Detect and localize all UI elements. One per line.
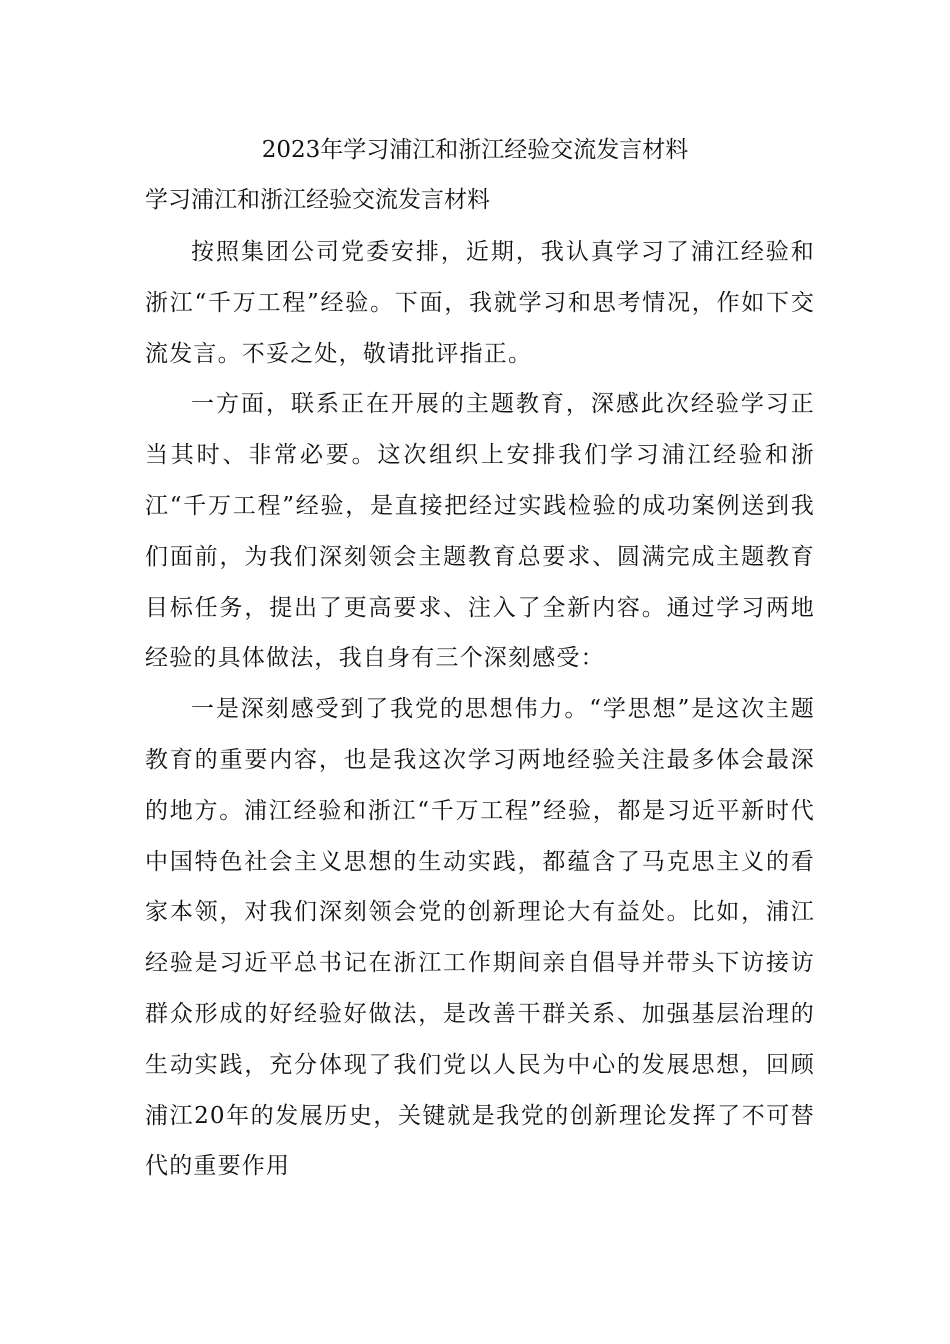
document-title: 2023年学习浦江和浙江经验交流发言材料 <box>261 137 689 163</box>
body-paragraph: 按照集团公司党委安排，近期，我认真学习了浦江经验和浙江“千万工程”经验。下面，我就学习和思考情况，作如下交流发言。不妥之处，敬请批评指正。 <box>145 239 815 367</box>
body-paragraph: 一方面，联系正在开展的主题教育，深感此次经验学习正当其时、非常必要。这次组织上安排我们学习浦江经验和浙江“千万工程”经验，是直接把经过实践检验的成功案例送到我们面前，为我们深刻领会主题教育总要求、圆满完成主题教育目标任务，提出了更高要求、注入了全新内容。通过学习两地经验的具体做法，我自身有三个深刻感受： <box>145 391 815 672</box>
document-body <box>145 227 815 1192</box>
body-paragraph: 一是深刻感受到了我党的思想伟力。“学思想”是这次主题教育的重要内容，也是我这次学习两地经验关注最多体会最深的地方。浦江经验和浙江“千万工程”经验，都是习近平新时代中国特色社会主义思想的生动实践，都蕴含了马克思主义的看家本领，对我们深刻领会党的创新理论大有益处。比如，浦江经验是习近平总书记在浙江工作期间亲自倡导并带头下访接访群众形成的好经验好做法，是改善干群关系、加强基层治理的生动实践，充分体现了我们党以人民为中心的发展思想，回顾浦江20年的发展历史，关键就是我党的创新理论发挥了不可替代的重要作用 <box>145 696 815 1180</box>
document-subtitle: 学习浦江和浙江经验交流发言材料 <box>145 187 490 213</box>
